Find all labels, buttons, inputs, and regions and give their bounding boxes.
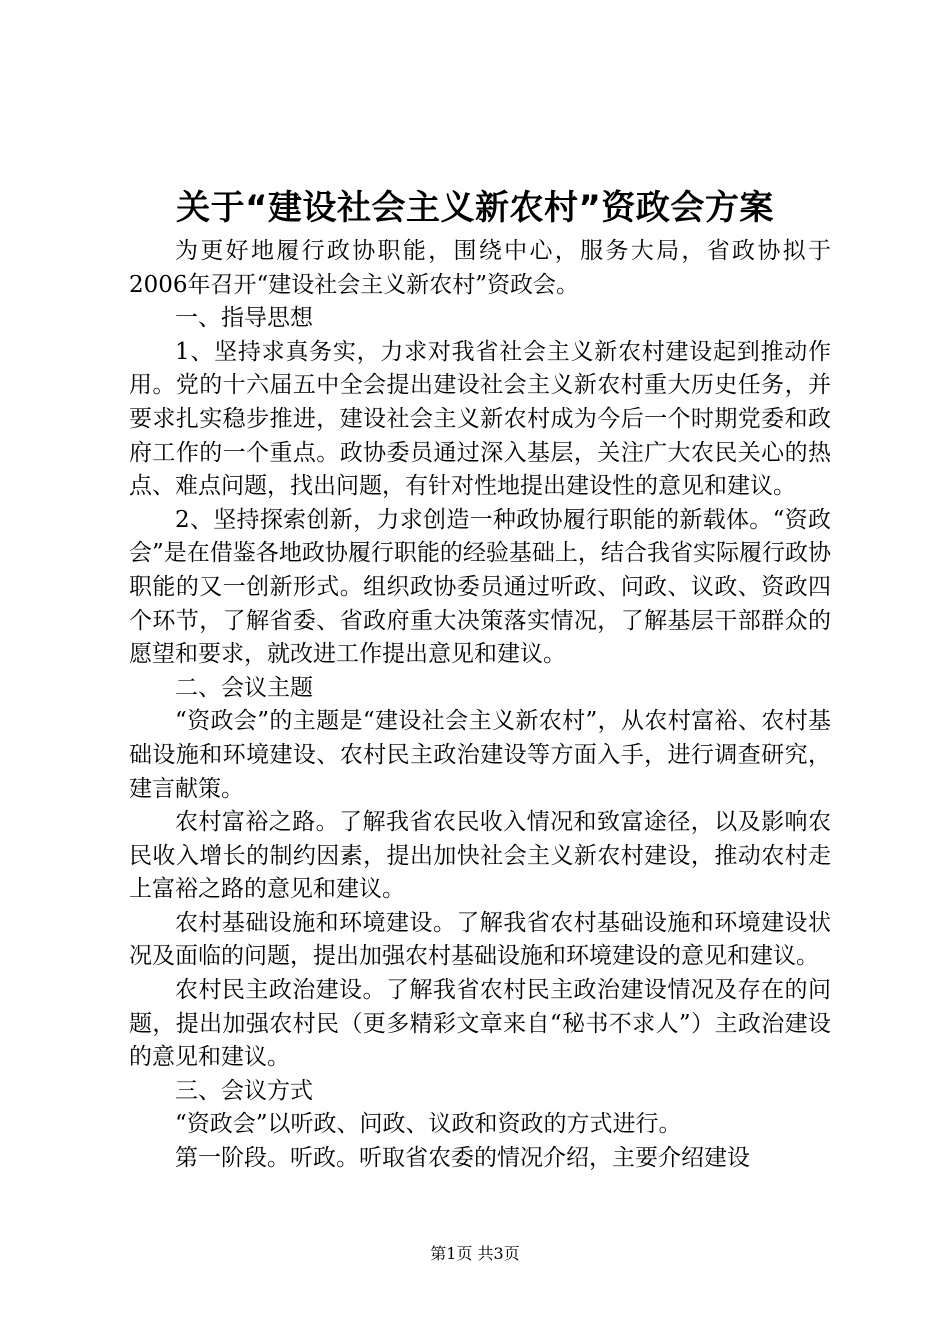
paragraph-stage-1: 第一阶段。听政。听取省农委的情况介绍，主要介绍建设 — [175, 1145, 750, 1172]
paragraph-method: “资政会”以听政、问政、议政和资政的方式进行。 — [175, 1111, 682, 1138]
heading-meeting-theme: 二、会议主题 — [175, 674, 313, 701]
paragraph-infrastructure: 农村基础设施和环境建设。了解我省农村基础设施和环境建设状况及面临的问题，提出加强农村基础设施和环境建设的意见和建议。 — [129, 909, 831, 970]
heading-guiding-thought: 一、指导思想 — [175, 305, 313, 332]
paragraph-theme: “资政会”的主题是“建设社会主义新农村”，从农村富裕、农村基础设施和环境建设、农村民主政治建设等方面入手，进行调查研究，建言献策。 — [129, 708, 831, 802]
heading-meeting-method: 三、会议方式 — [175, 1077, 313, 1104]
document-title: 关于“建设社会主义新农村”资政会方案 — [176, 188, 774, 228]
paragraph-intro: 为更好地履行政协职能，围绕中心，服务大局，省政协拟于2006年召开“建设社会主义新农村”资政会。 — [129, 238, 831, 298]
document-body — [129, 235, 831, 1176]
paragraph-democracy: 农村民主政治建设。了解我省农村民主政治建设情况及存在的问题，提出加强农村民（更多精彩文章来自“秘书不求人”）主政治建设的意见和建议。 — [129, 977, 831, 1071]
paragraph-prosperity: 农村富裕之路。了解我省农民收入情况和致富途径，以及影响农民收入增长的制约因素，提出加快社会主义新农村建设，推动农村走上富裕之路的意见和建议。 — [129, 809, 831, 903]
page-number-footer: 第1页 共3页 — [430, 1244, 520, 1263]
paragraph-point-2: 2、坚持探索创新，力求创造一种政协履行职能的新载体。“资政会”是在借鉴各地政协履行职能的经验基础上，结合我省实际履行政协职能的又一创新形式。组织政协委员通过听政、问政、议政、资政四个环节，了解省委、省政府重大决策落实情况，了解基层干部群众的愿望和要求，就改进工作提出意见和建议。 — [129, 506, 831, 668]
paragraph-point-1: 1、坚持求真务实，力求对我省社会主义新农村建设起到推动作用。党的十六届五中全会提出建设社会主义新农村重大历史任务，并要求扎实稳步推进，建设社会主义新农村成为今后一个时期党委和政府工作的一个重点。政协委员通过深入基层，关注广大农民关心的热点、难点问题，找出问题，有针对性地提出建设性的意见和建议。 — [129, 338, 831, 500]
